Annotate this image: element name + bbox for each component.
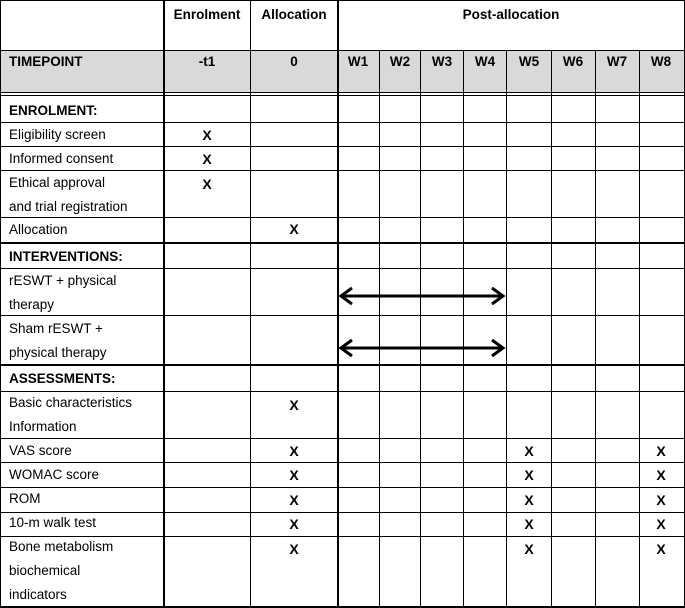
timepoint-allocation: 0 bbox=[290, 54, 298, 69]
grid-line bbox=[506, 50, 507, 608]
post-allocation-header: Post-allocation bbox=[462, 7, 560, 22]
grid-line bbox=[0, 0, 1, 608]
check-mark: X bbox=[656, 492, 666, 508]
week-header: W2 bbox=[389, 54, 411, 69]
row-label: Information bbox=[9, 419, 77, 434]
row-label: rESWT + physical bbox=[9, 273, 117, 288]
grid-line bbox=[463, 50, 464, 608]
check-mark: X bbox=[289, 397, 299, 413]
check-mark: X bbox=[656, 467, 666, 483]
grid-line bbox=[0, 438, 685, 439]
grid-line bbox=[0, 95, 685, 96]
grid-line bbox=[0, 146, 685, 147]
grid-line bbox=[639, 50, 640, 608]
grid-line bbox=[0, 50, 685, 51]
check-mark: X bbox=[289, 541, 299, 557]
grid-line bbox=[0, 462, 685, 463]
week-header: W3 bbox=[431, 54, 453, 69]
allocation-header: Allocation bbox=[261, 7, 327, 22]
check-mark: X bbox=[289, 467, 299, 483]
check-mark: X bbox=[524, 492, 534, 508]
reswt-duration-arrow bbox=[338, 286, 508, 306]
row-label: biochemical bbox=[9, 563, 81, 578]
row-label: physical therapy bbox=[9, 345, 107, 360]
grid-line bbox=[420, 50, 421, 608]
row-label: Informed consent bbox=[9, 151, 114, 166]
check-mark: X bbox=[202, 176, 212, 192]
row-label: indicators bbox=[9, 587, 67, 602]
check-mark: X bbox=[289, 492, 299, 508]
grid-line bbox=[0, 92, 685, 93]
grid-line bbox=[0, 487, 685, 488]
grid-line bbox=[0, 122, 685, 123]
week-header: W6 bbox=[562, 54, 584, 69]
check-mark: X bbox=[289, 516, 299, 532]
week-header: W7 bbox=[606, 54, 628, 69]
grid-line bbox=[0, 0, 685, 1]
grid-line bbox=[0, 536, 685, 537]
grid-line bbox=[0, 315, 685, 316]
grid-line bbox=[0, 170, 685, 171]
timepoint-enrolment: -t1 bbox=[198, 54, 216, 69]
week-header: W8 bbox=[650, 54, 672, 69]
check-mark: X bbox=[524, 467, 534, 483]
timepoint-label: TIMEPOINT bbox=[9, 54, 83, 69]
grid-line bbox=[0, 217, 685, 218]
grid-line bbox=[0, 391, 685, 392]
grid-line bbox=[0, 512, 685, 513]
week-header: W4 bbox=[474, 54, 496, 69]
row-label: Eligibility screen bbox=[9, 127, 106, 142]
section-assessments: ASSESSMENTS: bbox=[9, 371, 116, 386]
check-mark: X bbox=[656, 541, 666, 557]
row-label: Allocation bbox=[9, 222, 68, 237]
check-mark: X bbox=[524, 443, 534, 459]
check-mark: X bbox=[289, 443, 299, 459]
row-label: therapy bbox=[9, 297, 55, 312]
enrolment-header: Enrolment bbox=[173, 7, 241, 22]
row-label: Basic characteristics bbox=[9, 395, 133, 410]
row-label: WOMAC score bbox=[9, 467, 100, 482]
check-mark: X bbox=[202, 127, 212, 143]
check-mark: X bbox=[524, 541, 534, 557]
grid-line bbox=[379, 50, 380, 608]
week-header: W1 bbox=[347, 54, 369, 69]
check-mark: X bbox=[289, 221, 299, 237]
section-interventions: INTERVENTIONS: bbox=[9, 249, 123, 264]
grid-line bbox=[0, 268, 685, 269]
row-label: and trial registration bbox=[9, 199, 128, 214]
row-label: Bone metabolism bbox=[9, 539, 114, 554]
section-enrolment: ENROLMENT: bbox=[9, 103, 98, 118]
grid-line bbox=[595, 50, 596, 608]
sham-duration-arrow bbox=[338, 338, 508, 358]
grid-line bbox=[0, 242, 685, 244]
grid-line bbox=[551, 50, 552, 608]
row-label: 10-m walk test bbox=[9, 515, 97, 530]
week-header: W5 bbox=[518, 54, 540, 69]
row-label: Sham rESWT + bbox=[9, 321, 103, 336]
check-mark: X bbox=[524, 516, 534, 532]
grid-line bbox=[250, 0, 251, 608]
check-mark: X bbox=[202, 151, 212, 167]
check-mark: X bbox=[656, 443, 666, 459]
row-label: ROM bbox=[9, 491, 41, 506]
row-label: VAS score bbox=[9, 443, 72, 458]
grid-line bbox=[0, 364, 685, 366]
grid-line bbox=[163, 0, 165, 608]
check-mark: X bbox=[656, 516, 666, 532]
row-label: Ethical approval bbox=[9, 175, 106, 190]
